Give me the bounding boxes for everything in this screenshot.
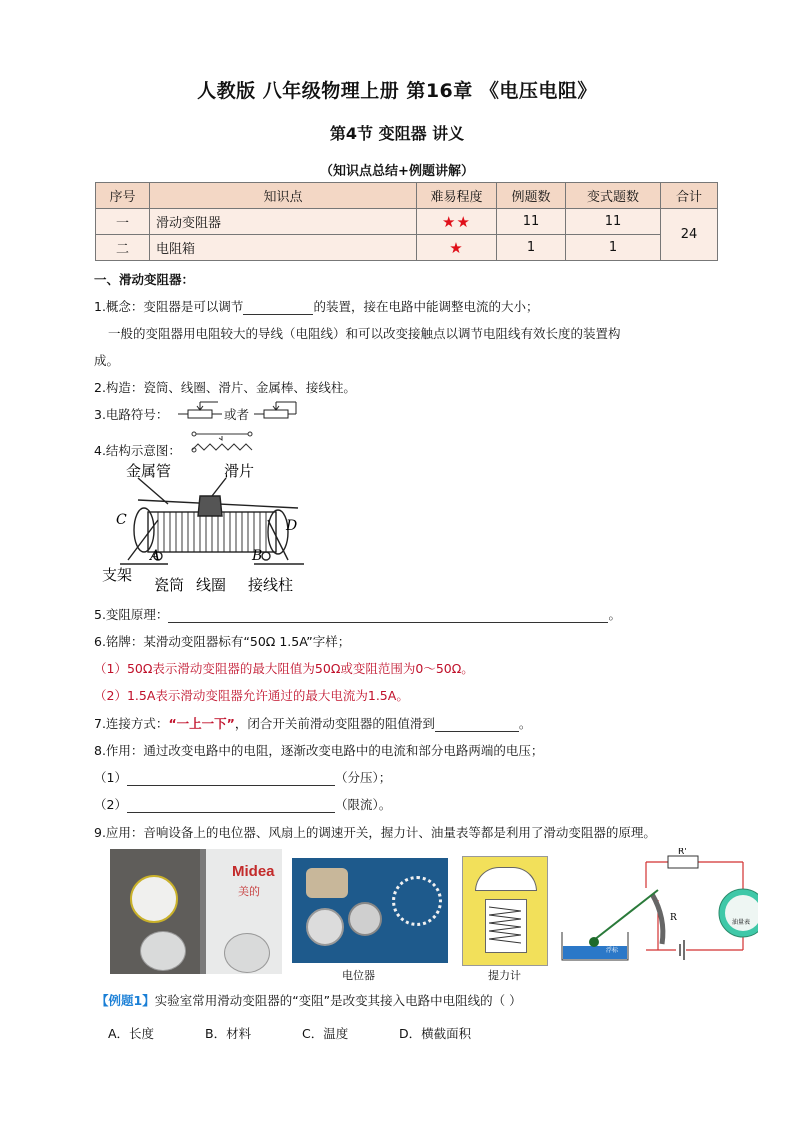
brand-logo: Midea bbox=[232, 863, 275, 880]
terminal-b bbox=[262, 552, 270, 560]
func2-label: （2） bbox=[94, 797, 127, 812]
option-c[interactable]: C．温度 bbox=[302, 1026, 349, 1041]
label-b: B bbox=[252, 548, 263, 564]
cell-variants: 1 bbox=[566, 235, 661, 261]
example-1 bbox=[96, 991, 522, 1009]
option-d[interactable]: D．横截面积 bbox=[399, 1026, 472, 1041]
connect-end: 。 bbox=[518, 716, 532, 731]
symbol-line bbox=[94, 405, 168, 423]
coil-windings bbox=[158, 512, 266, 552]
float-ball bbox=[589, 937, 599, 947]
concept-text-b: 的装置，接在电路中能调整电流的大小； bbox=[313, 299, 539, 314]
rheostat-structure-diagram bbox=[98, 460, 318, 595]
cell-variants: 11 bbox=[566, 209, 661, 235]
label-support: 支架 bbox=[102, 566, 133, 584]
func1-label: （1） bbox=[94, 770, 127, 785]
function-line: 8.作用：通过改变电路中的电阻，逐渐改变电路中的电流和部分电路两端的电压； bbox=[94, 743, 544, 758]
label-c: C bbox=[116, 512, 127, 528]
header-total: 合计 bbox=[661, 183, 718, 209]
answer-blank bbox=[127, 798, 335, 813]
page-subtitle: 第4节 变阻器 讲义 bbox=[329, 124, 465, 143]
label-slider: 滑片 bbox=[224, 462, 255, 480]
knowledge-table bbox=[95, 182, 718, 261]
cell-no: 一 bbox=[96, 209, 150, 235]
answer-blank bbox=[243, 300, 313, 315]
label-r-prime: R' bbox=[678, 848, 687, 857]
header-topic: 知识点 bbox=[150, 183, 417, 209]
cell-total: 24 bbox=[661, 209, 718, 261]
concept-line bbox=[94, 297, 538, 315]
page-title: 人教版 八年级物理上册 第16章 《电压电阻》 bbox=[197, 80, 597, 102]
cell-examples: 11 bbox=[497, 209, 566, 235]
cell-topic: 电阻箱 bbox=[150, 235, 417, 261]
brand-logo-cn: 美的 bbox=[238, 885, 260, 898]
answer-blank bbox=[168, 608, 608, 623]
slider bbox=[198, 496, 222, 516]
function-point-1 bbox=[94, 768, 391, 786]
cell-difficulty: ★★ bbox=[417, 209, 497, 235]
structure-line: 2.构造：瓷筒、线圈、滑片、金属棒、接线柱。 bbox=[94, 380, 356, 395]
principle-line bbox=[94, 605, 621, 623]
rheostat-symbol-2 bbox=[254, 402, 296, 418]
cell-topic: 滑动变阻器 bbox=[150, 209, 417, 235]
symbol-or: 或者 bbox=[224, 407, 250, 422]
fan-switch-photo bbox=[110, 849, 282, 974]
nameplate-point-2: （2）1.5A表示滑动变阻器允许通过的最大电流为1.5A。 bbox=[94, 688, 409, 703]
page-subnote: （知识点总结+例题讲解） bbox=[320, 164, 474, 179]
example-options bbox=[108, 1024, 471, 1042]
concept-text-a: 1.概念：变阻器是可以调节 bbox=[94, 299, 244, 314]
schematic-icon bbox=[190, 430, 254, 456]
grip-meter-photo bbox=[462, 856, 548, 966]
symbol-label: 3.电路符号： bbox=[94, 407, 169, 422]
cell-examples: 1 bbox=[497, 235, 566, 261]
option-a[interactable]: A．长度 bbox=[108, 1026, 155, 1041]
table-header-row bbox=[96, 183, 718, 209]
caption-grip-meter: 提力计 bbox=[488, 969, 521, 982]
example-tag: 【例题1】 bbox=[96, 993, 155, 1008]
label-a: A bbox=[150, 548, 161, 564]
principle-label: 5.变阻原理： bbox=[94, 607, 169, 622]
battery bbox=[680, 940, 684, 960]
func2-note: （限流）。 bbox=[334, 797, 392, 812]
rheostat-symbol-1 bbox=[178, 402, 222, 418]
header-difficulty: 难易程度 bbox=[417, 183, 497, 209]
label-float: 浮标 bbox=[606, 947, 619, 954]
table-row bbox=[96, 209, 718, 235]
lever-arm bbox=[594, 890, 658, 940]
connect-line bbox=[94, 714, 531, 732]
answer-blank bbox=[127, 771, 335, 786]
label-terminal: 接线柱 bbox=[248, 576, 294, 594]
option-b[interactable]: B．材料 bbox=[205, 1026, 252, 1041]
connect-text: ，闭合开关前滑动变阻器的阻值滑到 bbox=[234, 716, 435, 731]
header-examples: 例题数 bbox=[497, 183, 566, 209]
table-row bbox=[96, 235, 718, 261]
header-variants: 变式题数 bbox=[566, 183, 661, 209]
label-coil: 线圈 bbox=[196, 576, 227, 594]
header-no: 序号 bbox=[96, 183, 150, 209]
fixed-resistor bbox=[668, 856, 698, 868]
concept-line-3: 成。 bbox=[94, 353, 120, 368]
label-d: D bbox=[286, 518, 298, 534]
concept-line-2: 一般的变阻器用电阻较大的导线（电阻线）和可以改变接触点以调节电阻线有效长度的装置构 bbox=[108, 326, 621, 341]
right-end-cap bbox=[268, 510, 288, 554]
func1-note: （分压）； bbox=[334, 770, 392, 785]
connect-label: 7.连接方式： bbox=[94, 716, 169, 731]
fuel-gauge-circuit bbox=[558, 848, 758, 970]
section-heading: 一、滑动变阻器： bbox=[94, 272, 195, 287]
principle-end: 。 bbox=[608, 607, 621, 622]
potentiometer-photo bbox=[292, 858, 448, 963]
diagram-label: 4.结构示意图： bbox=[94, 443, 181, 458]
answer-blank bbox=[435, 717, 519, 732]
example-question: 实验室常用滑动变阻器的“变阻”是改变其接入电路中电阻线的（ ） bbox=[154, 993, 522, 1008]
function-point-2 bbox=[94, 795, 391, 813]
connect-highlight: “一上一下” bbox=[168, 716, 235, 731]
caption-potentiometer: 电位器 bbox=[342, 969, 375, 982]
nameplate-line: 6.铭牌：某滑动变阻器标有“50Ω 1.5A”字样； bbox=[94, 634, 351, 649]
cell-difficulty: ★ bbox=[417, 235, 497, 261]
application-line: 9.应用：音响设备上的电位器、风扇上的调速开关，握力计、油量表等都是利用了滑动变阻器的原理。 bbox=[94, 825, 656, 840]
label-metal-tube: 金属管 bbox=[126, 462, 172, 480]
label-porcelain: 瓷筒 bbox=[154, 576, 185, 594]
nameplate-point-1: （1）50Ω表示滑动变阻器的最大阻值为50Ω或变阻范围为0～50Ω。 bbox=[94, 661, 474, 676]
label-fuel-gauge: 油量表 bbox=[732, 919, 751, 926]
cell-no: 二 bbox=[96, 235, 150, 261]
label-r: R bbox=[670, 913, 677, 923]
